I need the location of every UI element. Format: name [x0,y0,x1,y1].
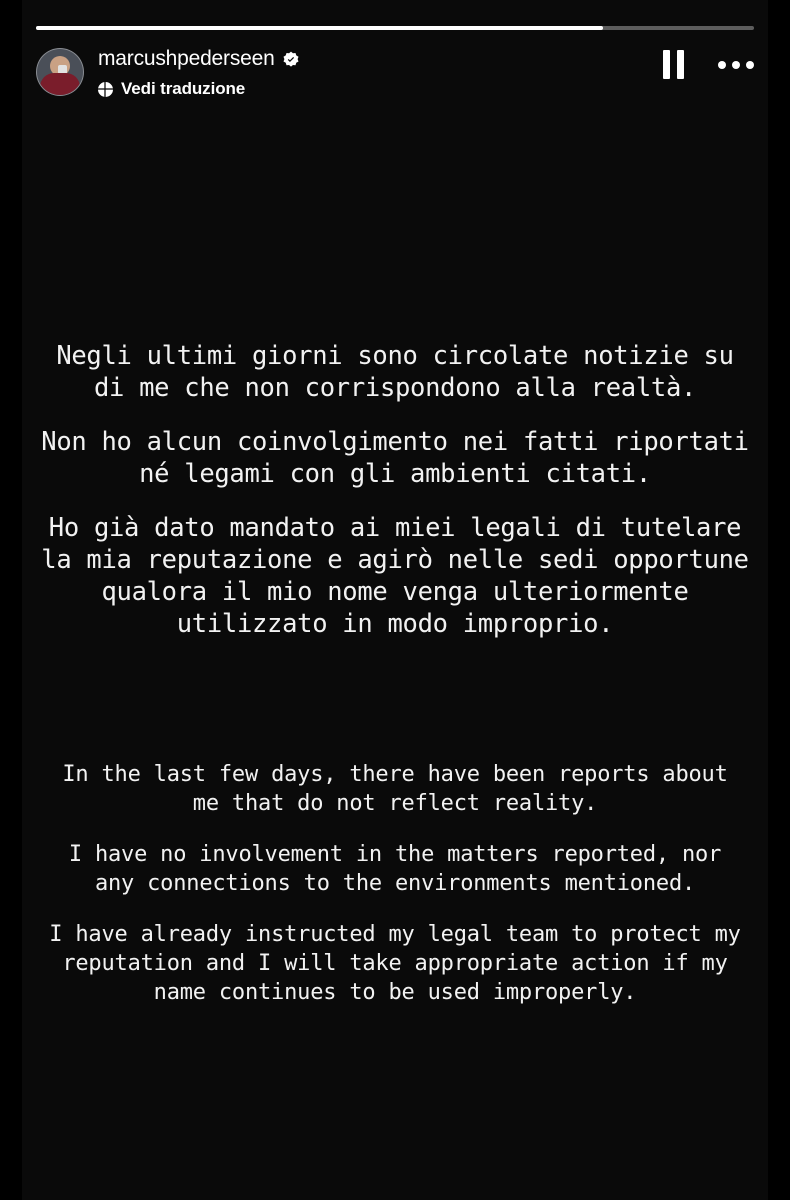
globe-icon [98,82,113,97]
statement-english [22,760,768,1007]
statement-paragraph: I have already instructed my legal team to protect my reputation and I will take appropriate action if my name continues to be used improperly. [49,922,741,1005]
pause-bar-left [663,50,670,79]
statement-italian [22,340,768,640]
story-progress-bar[interactable] [36,26,754,30]
username-label: marcushpederseen [98,47,275,70]
statement-paragraph: Negli ultimi giorni sono circolate notizie su di me che non corrispondono alla realtà. [56,341,734,403]
avatar-body [40,73,80,96]
statement-paragraph: In the last few days, there have been reports about me that do not reflect reality. [62,762,728,816]
more-dot-1 [718,61,726,69]
verified-badge-icon [282,51,300,69]
see-translation-button[interactable] [98,79,300,99]
more-dot-3 [746,61,754,69]
story-progress-fill [36,26,603,30]
statement-paragraph: Ho già dato mandato ai miei legali di tutelare la mia reputazione e agirò nelle sedi opportune qualora il mio nome venga ulteriormente utilizzato in modo improprio. [41,513,749,639]
see-translation-label: Vedi traduzione [121,79,246,98]
more-options-icon[interactable] [718,61,754,69]
pause-bar-right [677,50,684,79]
story-header-text [98,44,300,99]
profile-avatar[interactable] [36,48,84,96]
pause-icon[interactable] [663,50,684,79]
right-letterbox [768,0,790,1200]
story-header-actions [663,44,754,79]
story-text-content [22,340,768,1007]
left-letterbox [0,0,22,1200]
statement-paragraph: I have no involvement in the matters reported, nor any connections to the environments mentioned. [68,842,722,896]
more-dot-2 [732,61,740,69]
story-header [36,44,754,116]
username-row[interactable] [98,46,300,72]
statement-paragraph: Non ho alcun coinvolgimento nei fatti riportati né legami con gli ambienti citati. [41,427,749,489]
